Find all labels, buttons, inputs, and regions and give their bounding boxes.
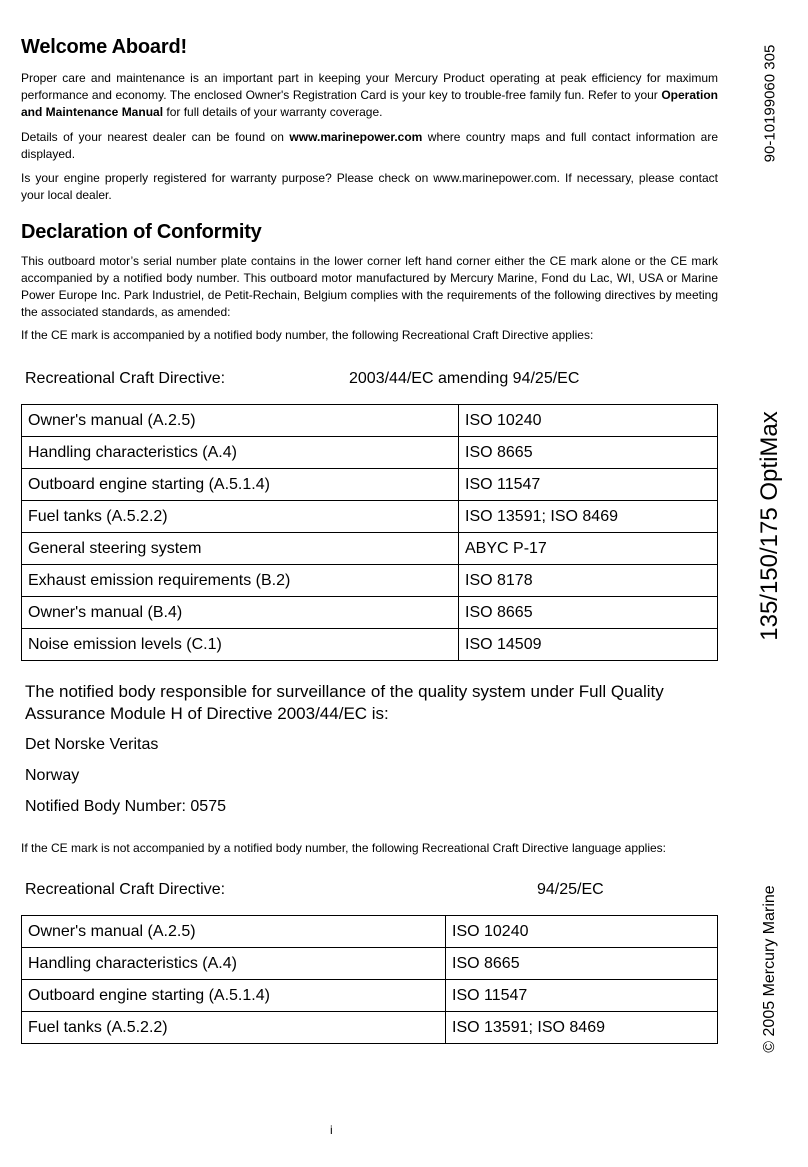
requirement-cell: General steering system [22,533,459,565]
requirement-cell: Exhaust emission requirements (B.2) [22,565,459,597]
notified-body-statement: The notified body responsible for surveillance of the quality system under Full Quality Assurance Module H of Directive 2003/44/EC is: [25,682,664,723]
document-code: 90-10199060 305 [761,44,779,163]
standard-cell: ISO 8178 [459,565,718,597]
welcome-p1-tail: for full details of your warranty coverage. [163,105,383,119]
table-row [22,565,718,597]
table-row [22,437,718,469]
welcome-paragraph-3: Is your engine properly registered for warranty purpose? Please check on www.marinepower.com. If necessary, please contact your local dealer. [21,171,718,202]
welcome-title: Welcome Aboard! [21,36,187,58]
standard-cell: ISO 11547 [459,469,718,501]
table-row [22,980,718,1012]
requirement-cell: Outboard engine starting (A.5.1.4) [22,980,446,1012]
welcome-p2-tail: where country maps and full contact information are displayed. [21,130,718,161]
directive-2-table [21,915,718,1044]
standard-cell: ISO 10240 [459,405,718,437]
requirement-cell: Owner's manual (B.4) [22,597,459,629]
website-link: www.marinepower.com [289,130,423,144]
conformity-title: Declaration of Conformity [21,221,262,243]
notified-body-country: Norway [25,767,80,784]
directive-2-label: Recreational Craft Directive: [25,881,226,898]
standard-cell: ABYC P-17 [459,533,718,565]
notified-body-name: Det Norske Veritas [25,736,159,753]
directive-1-header [21,370,718,390]
standard-cell: ISO 13591; ISO 8469 [459,501,718,533]
standard-cell: ISO 14509 [459,629,718,661]
table-row [22,597,718,629]
table-row [22,1012,718,1044]
table-row [22,405,718,437]
welcome-p1-text: Proper care and maintenance is an important part in keeping your Mercury Product operating at peak efficiency for maximum performance and economy. The enclosed Owner's Registration Card is your key to trouble-free family fun. Refer to your [21,71,718,102]
standard-cell: ISO 10240 [446,916,718,948]
requirement-cell: Fuel tanks (A.5.2.2) [22,1012,446,1044]
directive-2-value: 94/25/EC [537,881,604,898]
directive-1-label: Recreational Craft Directive: [25,370,226,387]
directive-2-header [21,881,718,901]
conformity-paragraph-2: If the CE mark is accompanied by a notified body number, the following Recreational Craft Directive applies: [21,328,594,342]
table-row [22,916,718,948]
copyright-notice: © 2005 Mercury Marine [761,885,778,1053]
welcome-paragraph-1 [21,70,718,121]
standard-cell: ISO 8665 [459,437,718,469]
standard-cell: ISO 8665 [459,597,718,629]
table-row [22,948,718,980]
notified-body-number: Notified Body Number: 0575 [25,798,226,815]
table-row [22,629,718,661]
requirement-cell: Owner's manual (A.2.5) [22,405,459,437]
requirement-cell: Handling characteristics (A.4) [22,437,459,469]
standard-cell: ISO 11547 [446,980,718,1012]
directive-1-table [21,404,718,661]
requirement-cell: Handling characteristics (A.4) [22,948,446,980]
requirement-cell: Owner's manual (A.2.5) [22,916,446,948]
table-row [22,533,718,565]
standard-cell: ISO 8665 [446,948,718,980]
no-notified-body-statement: If the CE mark is not accompanied by a notified body number, the following Recreational Craft Directive language applies: [21,841,667,855]
standard-cell: ISO 13591; ISO 8469 [446,1012,718,1044]
table-row [22,469,718,501]
requirement-cell: Fuel tanks (A.5.2.2) [22,501,459,533]
page-content [21,36,718,1044]
requirement-cell: Noise emission levels (C.1) [22,629,459,661]
requirement-cell: Outboard engine starting (A.5.1.4) [22,469,459,501]
directive-1-value: 2003/44/EC amending 94/25/EC [349,370,580,387]
model-title: 135/150/175 OptiMax [756,411,783,641]
manual-reference: Operation and Maintenance Manual [21,88,718,119]
welcome-paragraph-2 [21,129,718,163]
welcome-p2-text: Details of your nearest dealer can be found on [21,130,290,144]
page-number: i [330,1123,333,1137]
conformity-paragraph-1: This outboard motor’s serial number plate contains in the lower corner left hand corner either the CE mark alone or the CE mark accompanied by a notified body number. This outboard motor manufactured by Mercury Marine, Fond du Lac, WI, USA or Marine Power Europe Inc. Park Industriel, de Petit-Rechain, Belgium complies with the requirements of the following directives by meeting the associated standards, as amended: [21,254,718,319]
table-row [22,501,718,533]
